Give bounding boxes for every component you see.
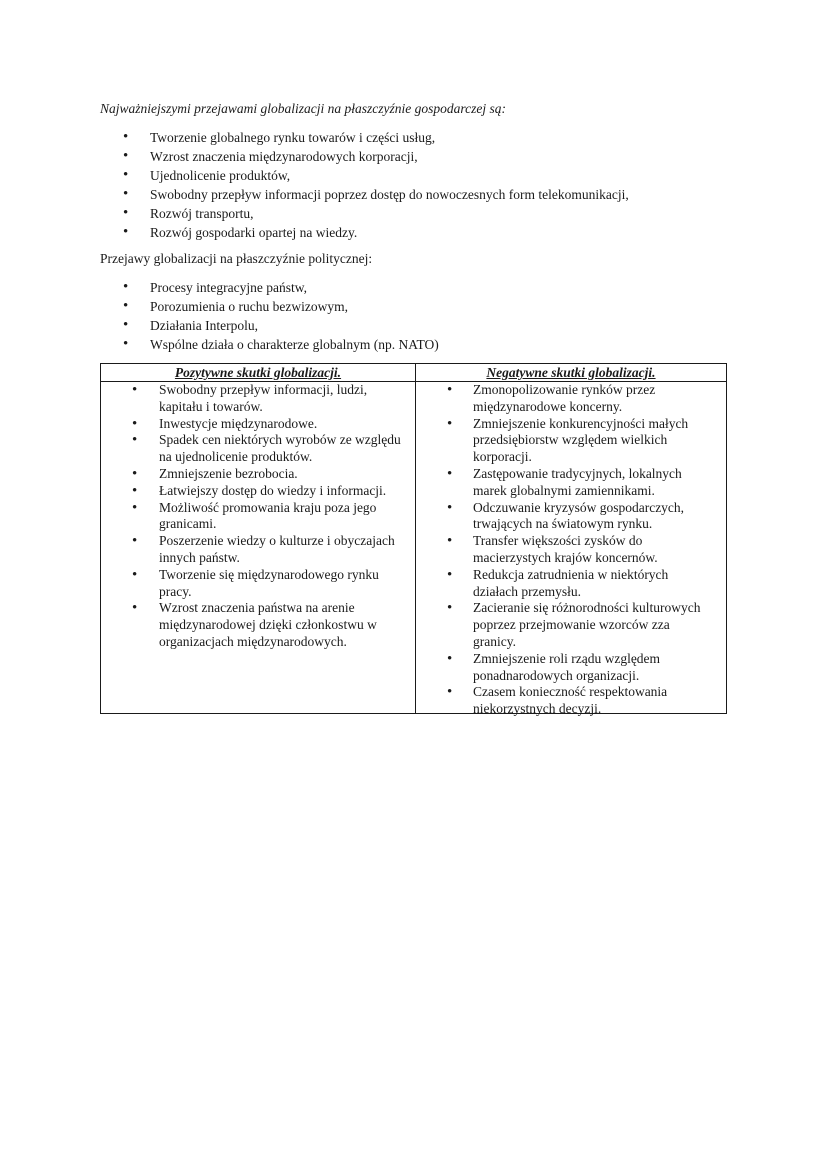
bullet-icon: •: [447, 650, 453, 667]
negative-effects-column: [416, 364, 726, 717]
list-item-text: Łatwiejszy dostęp do wiedzy i informacji.: [159, 482, 387, 498]
list-item: [100, 128, 629, 147]
bullet-icon: •: [132, 499, 138, 516]
bullet-icon: •: [132, 600, 138, 617]
bullet-icon: •: [447, 566, 453, 583]
list-item: [101, 500, 415, 534]
bullet-icon: •: [123, 279, 129, 295]
list-item: [101, 416, 415, 433]
list-item-text: Wspólne działa o charakterze globalnym (np. NATO): [150, 337, 439, 352]
list-item-text: Odczuwanie kryzysów gospodarczych, trwających na światowym rynku.: [473, 499, 685, 532]
list-item-text: Możliwość promowania kraju poza jego granicami.: [159, 499, 377, 532]
bullet-icon: •: [132, 382, 138, 398]
list-item-text: Rozwój transportu,: [150, 206, 254, 221]
list-item-text: Zmniejszenie roli rządu względem ponadnarodowych organizacji.: [473, 650, 661, 683]
list-item: [416, 651, 726, 685]
bullet-icon: •: [123, 129, 129, 145]
list-item-text: Tworzenie globalnego rynku towarów i części usług,: [150, 130, 436, 145]
bullet-icon: •: [447, 382, 453, 398]
list-item-text: Działania Interpolu,: [150, 318, 258, 333]
list-item-text: Wzrost znaczenia państwa na arenie międzynarodowej dzięki członkostwu w organizacjach międzynarodowych.: [159, 600, 377, 649]
bullet-icon: •: [123, 317, 129, 333]
bullet-icon: •: [123, 298, 129, 314]
list-item-text: Ujednolicenie produktów,: [150, 168, 291, 183]
list-item: [101, 533, 415, 567]
list-item: [416, 600, 726, 650]
bullet-icon: •: [132, 566, 138, 583]
bullet-icon: •: [447, 533, 453, 550]
list-item: [416, 466, 726, 500]
list-item-text: Czasem konieczność respektowania niekorzystnych decyzji.: [473, 684, 668, 717]
list-item: [100, 185, 629, 204]
list-item: [101, 483, 415, 500]
bullet-icon: •: [123, 336, 129, 352]
list-item-text: Zacieranie się różnorodności kulturowych poprzez przejmowanie wzorców zza granicy.: [473, 600, 701, 649]
bullet-icon: •: [132, 415, 138, 432]
bullet-icon: •: [447, 465, 453, 482]
list-item-text: Swobodny przepływ informacji, ludzi, kapitału i towarów.: [159, 382, 368, 414]
list-item-text: Porozumienia o ruchu bezwizowym,: [150, 299, 348, 314]
positive-effects-column: [101, 364, 416, 713]
economic-list: [100, 128, 629, 242]
list-item: [100, 335, 439, 354]
list-item: [100, 204, 629, 223]
bullet-icon: •: [123, 186, 129, 202]
political-intro: Przejawy globalizacji na płaszczyźnie politycznej:: [100, 251, 373, 266]
positive-effects-list: [101, 382, 415, 651]
bullet-icon: •: [132, 432, 138, 449]
list-item-text: Transfer większości zysków do macierzystych krajów koncernów.: [473, 533, 658, 565]
bullet-icon: •: [123, 205, 129, 221]
bullet-icon: •: [447, 415, 453, 432]
list-item-text: Inwestycje międzynarodowe.: [159, 415, 318, 431]
bullet-icon: •: [447, 684, 453, 701]
list-item-text: Zmonopolizowanie rynków przez międzynarodowe koncerny.: [473, 382, 656, 414]
list-item: [100, 316, 439, 335]
negative-effects-list: [416, 382, 726, 718]
list-item-text: Zmniejszenie bezrobocia.: [159, 465, 298, 481]
list-item: [101, 600, 415, 650]
political-list: [100, 278, 439, 354]
bullet-icon: •: [123, 167, 129, 183]
effects-table: [100, 363, 727, 717]
economic-intro: Najważniejszymi przejawami globalizacji na płaszczyźnie gospodarczej są:: [100, 101, 506, 116]
list-item-text: Zmniejszenie konkurencyjności małych przedsiębiorstw względem wielkich korporacji.: [473, 415, 689, 465]
list-item: [101, 567, 415, 601]
list-item-text: Tworzenie się międzynarodowego rynku pracy.: [159, 566, 379, 599]
positive-effects-header: Pozytywne skutki globalizacji.: [101, 364, 415, 382]
list-item: [100, 147, 629, 166]
list-item: [100, 297, 439, 316]
list-item-text: Wzrost znaczenia międzynarodowych korporacji,: [150, 149, 418, 164]
list-item: [100, 223, 629, 242]
list-item: [416, 416, 726, 466]
list-item: [416, 684, 726, 718]
list-item-text: Rozwój gospodarki opartej na wiedzy.: [150, 225, 358, 240]
list-item-text: Spadek cen niektórych wyrobów ze względu na ujednolicenie produktów.: [159, 432, 401, 465]
negative-effects-header: Negatywne skutki globalizacji.: [416, 364, 726, 382]
list-item-text: Redukcja zatrudnienia w niektórych działach przemysłu.: [473, 566, 669, 599]
list-item-text: Zastępowanie tradycyjnych, lokalnych marek globalnymi zamiennikami.: [473, 465, 682, 498]
list-item: [100, 278, 439, 297]
bullet-icon: •: [123, 224, 129, 240]
list-item: [100, 166, 629, 185]
list-item: [416, 533, 726, 567]
list-item: [416, 382, 726, 416]
bullet-icon: •: [132, 482, 138, 499]
bullet-icon: •: [447, 600, 453, 617]
list-item: [416, 500, 726, 534]
list-item: [416, 567, 726, 601]
bullet-icon: •: [132, 533, 138, 550]
list-item-text: Procesy integracyjne państw,: [150, 280, 307, 295]
list-item-text: Swobodny przepływ informacji poprzez dostęp do nowoczesnych form telekomunikacji,: [150, 187, 629, 202]
list-item: [101, 466, 415, 483]
bullet-icon: •: [123, 148, 129, 164]
list-item: [101, 382, 415, 416]
bullet-icon: •: [447, 499, 453, 516]
bullet-icon: •: [132, 465, 138, 482]
list-item: [101, 432, 415, 466]
list-item-text: Poszerzenie wiedzy o kulturze i obyczajach innych państw.: [159, 533, 395, 565]
